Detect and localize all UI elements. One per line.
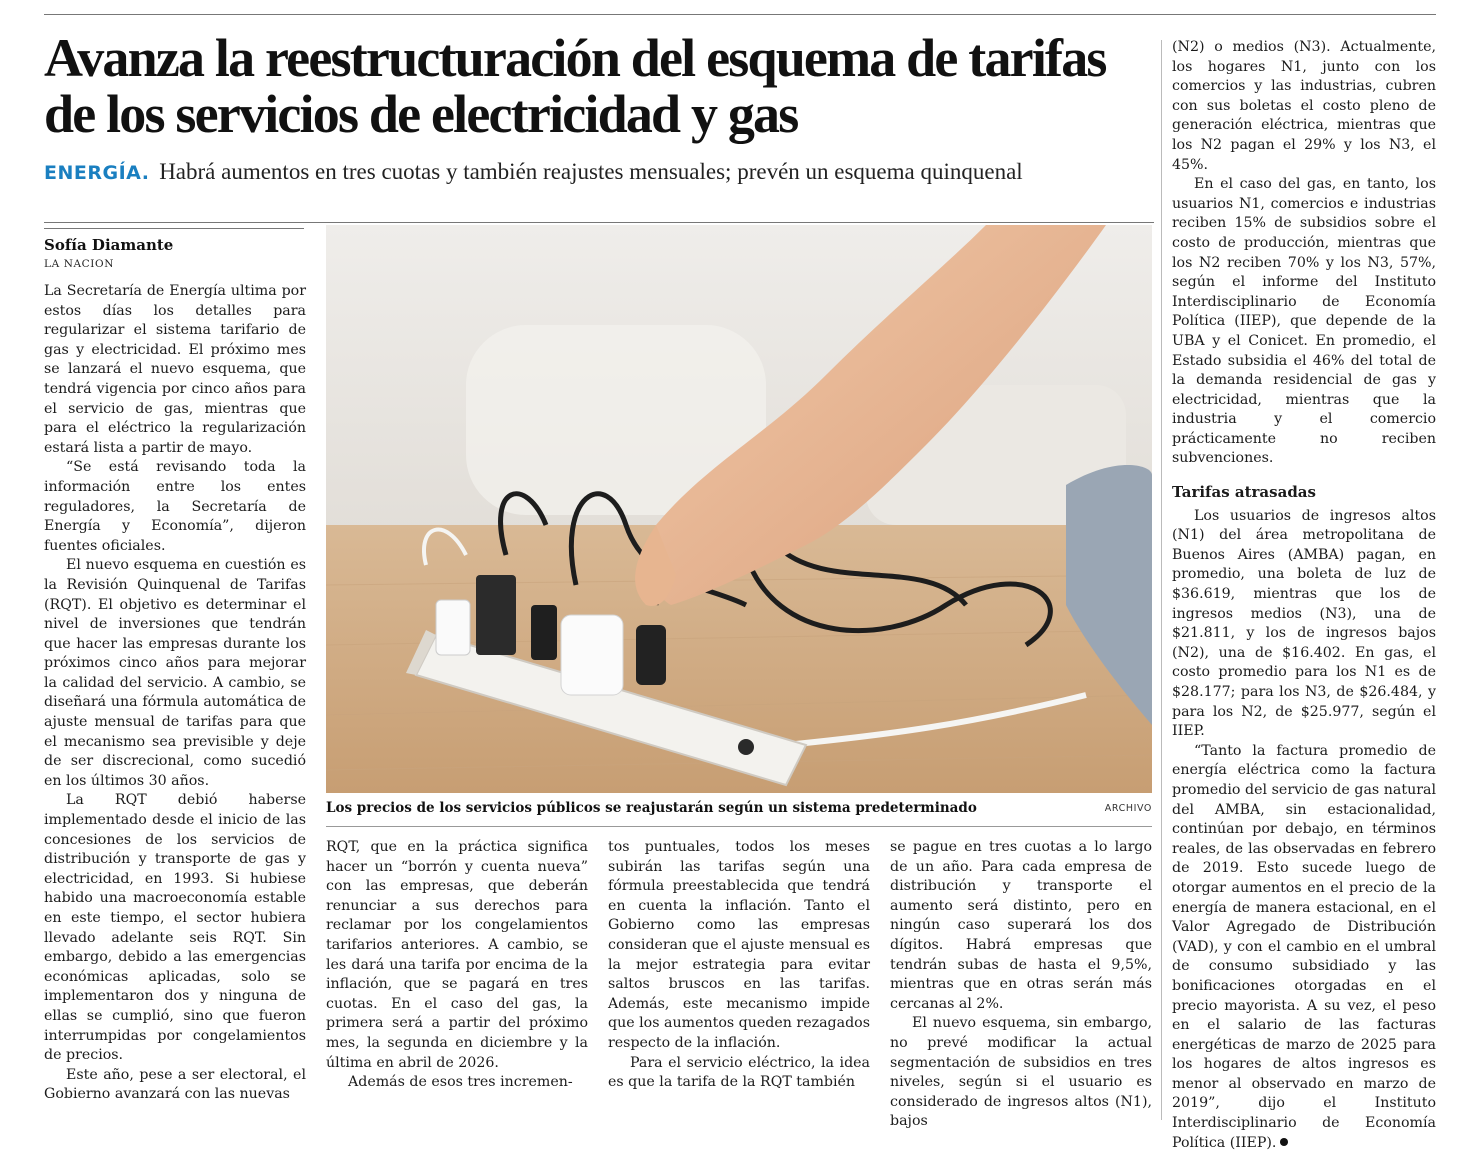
paragraph: (N2) o medios (N3). Actualmente, los hogares N1, junto con los comercios y las industrias, cubren con sus boletas el costo pleno de generación eléctrica, mientras que los N2 pagan el 29% y los N3, el 45%. (1172, 39, 1436, 173)
subheadline: Habrá aumentos en tres cuotas y también reajustes mensuales; prevén un esquema quinquenal (159, 159, 1023, 184)
section-subheading: Tarifas atrasadas (1172, 483, 1316, 502)
source: LA NACION (44, 258, 115, 270)
kicker: ENERGÍA. (44, 162, 150, 184)
paragraph: La Secretaría de Energía ultima por estos días los detalles para regularizar el sistema tarifario de gas y electricidad. El próximo mes se lanzará el nuevo esquema, que tendrá vigencia por cinco años para el servicio de gas, mientras que para el eléctrico la regularización estará lista a partir de mayo. (44, 283, 306, 456)
author: Sofía Diamante (44, 236, 174, 254)
column-2 (326, 838, 588, 1093)
column-divider (1161, 40, 1162, 1120)
end-mark-icon (1280, 1138, 1288, 1146)
caption-text: Los precios de los servicios públicos se reajustarán según un sistema predeterminado (326, 800, 977, 816)
top-rule (44, 14, 1436, 15)
power-strip-photo (326, 225, 1152, 793)
photo-credit: ARCHIVO (1104, 803, 1152, 814)
paragraph: se pague en tres cuotas a lo largo de un año. Para cada empresa de distribución y transporte el aumento será distinto, pero en ningún caso superará los dos dígitos. Habrá empresas que tendrán subas de hasta el 9,5%, mientras que en otras serán más cercanas al 2%. (890, 839, 1152, 1012)
column-1 (44, 282, 306, 1105)
subheadline-row (44, 158, 1164, 187)
paragraph: La RQT debió haberse implementado desde el inicio de las concesiones de los servicios de distribución y transporte de gas y electricidad, en 1993. Si hubiese habido una macroeconomía estable en este tiempo, el sector hubiera llevado adelante seis RQT. Sin embargo, debido a las emergencias económicas aplicadas, solo se implementaron dos y ninguna de ellas se cumplió, sino que fueron interrumpidas por congelamientos de precios. (44, 792, 306, 1064)
article-photo (326, 225, 1152, 793)
paragraph: tos puntuales, todos los meses subirán las tarifas según una fórmula preestablecida que tendrá en cuenta la inflación. Tanto el Gobierno como las empresas consideran que el ajuste mensual es la mejor estrategia para evitar saltos bruscos en las tarifas. Además, este mecanismo impide que los aumentos queden rezagados respecto de la inflación. (608, 839, 870, 1051)
caption-rule (326, 826, 1152, 827)
paragraph: El nuevo esquema, sin embargo, no prevé modificar la actual segmentación de subsidios en tres niveles, según si el usuario es considerado de ingresos altos (N1), bajos (890, 1015, 1152, 1130)
column-4 (890, 838, 1152, 1132)
paragraph-text: “Tanto la factura promedio de energía eléctrica como la factura promedio del servicio de gas natural del AMBA, sin estacionalidad, continúan por debajo, en términos reales, de las observadas en febrero de 2019. Esto sucede luego de otorgar aumentos en el precio de la energía de manera estacional, en el Valor Agregado de Distribución (VAD), y con el cambio en el umbral de consumo subsidiado y las bonificaciones otorgadas en el precio mayorista. A su vez, el peso en el salario de las facturas energéticas de marzo de 2025 para los hogares de altos ingresos es menor al observado en marzo de 2019”, dijo el Instituto Interdisciplinario de Economía Política (IIEP). (1172, 742, 1436, 1151)
paragraph: Para el servicio eléctrico, la idea es que la tarifa de la RQT también (608, 1054, 870, 1091)
paragraph: Además de esos tres incremen- (348, 1074, 573, 1091)
paragraph (1172, 742, 1436, 1153)
paragraph: El nuevo esquema en cuestión es la Revisión Quinquenal de Tarifas (RQT). El objetivo es determinar el nivel de inversiones que tendrán que hacer las empresas durante los próximos cinco años para mejorar la calidad del servicio. A cambio, se diseñará una fórmula automática de ajuste mensual de tarifas para que el mecanismo sea previsible y deje de ser discrecional, como sucedió en los últimos 30 años. (44, 557, 306, 789)
paragraph: “Se está revisando toda la información entre los entes reguladores, la Secretaría de Energía y Economía”, dijeron fuentes oficiales. (44, 459, 306, 554)
column-5 (1172, 38, 1436, 1153)
subhead-rule (44, 222, 1154, 223)
column-3 (608, 838, 870, 1093)
byline-rule (44, 228, 304, 229)
headline: Avanza la reestructuración del esquema de tarifas de los servicios de electricidad y gas (44, 28, 1106, 144)
paragraph: En el caso del gas, en tanto, los usuarios N1, comercios e industrias reciben 15% de subsidios sobre el costo de producción, mientras que los N2 reciben 70% y los N3, 57%, según el informe del Instituto Interdisciplinario de Economía Política (IIEP), que depende de la UBA y el Conicet. En promedio, el Estado subsidia el 46% del total de la demanda residencial de gas y electricidad, mientras que la industria y el comercio prácticamente no reciben subvenciones. (1172, 176, 1436, 467)
paragraph: RQT, que en la práctica significa hacer un “borrón y cuenta nueva” con las empresas, que deberán renunciar a sus derechos para reclamar por los congelamientos tarifarios anteriores. A cambio, se les dará una tarifa por encima de la inflación, que se pagará en tres cuotas. En el caso del gas, la primera será a partir del próximo mes, la segunda en diciembre y la última en abril de 2026. (326, 839, 588, 1071)
paragraph: Este año, pese a ser electoral, el Gobierno avanzará con las nuevas (44, 1066, 306, 1103)
photo-caption (326, 800, 1152, 816)
paragraph: Los usuarios de ingresos altos (N1) del área metropolitana de Buenos Aires (AMBA) pagan, en promedio, una boleta de luz de $36.619, mientras que los de ingresos medios (N3), una de $21.811, y los de ingresos bajos (N2), una de $16.402. En gas, el costo promedio para los N1 es de $28.177; para los N3, de $26.484, y para los N2, de $25.977, según el IIEP. (1172, 507, 1436, 740)
